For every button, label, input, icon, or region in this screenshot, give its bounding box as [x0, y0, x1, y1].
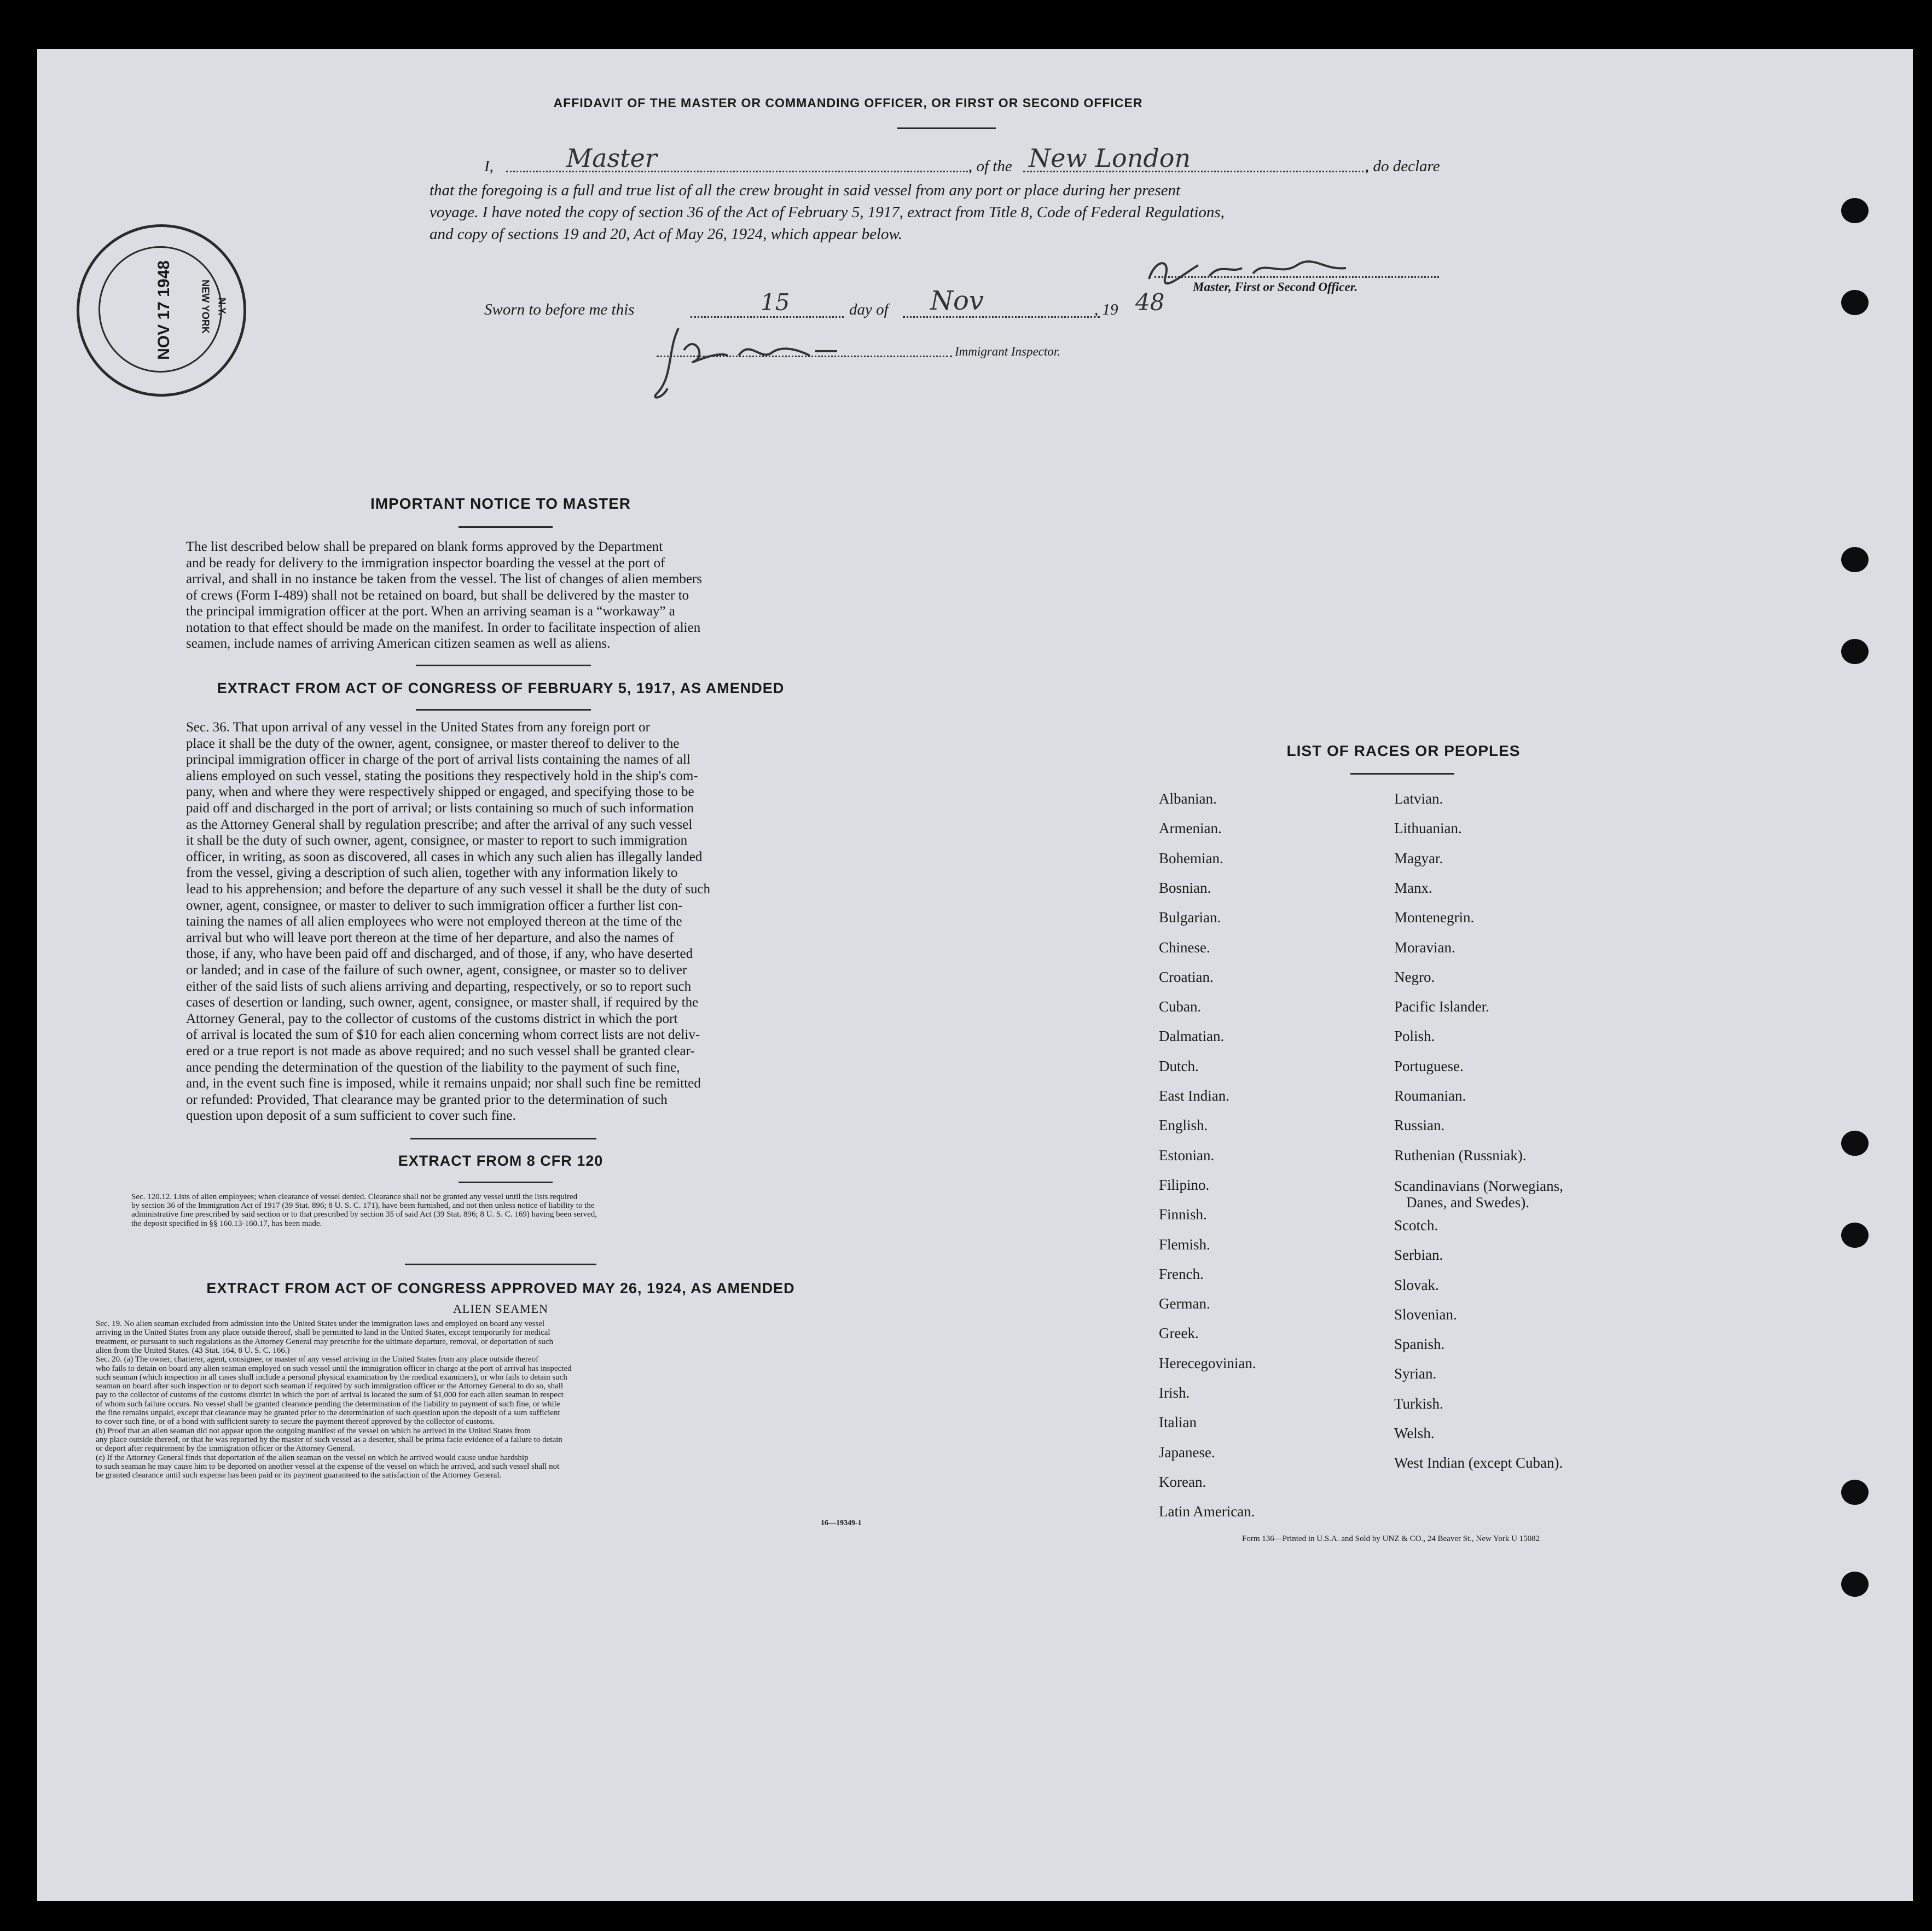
- notice-line: notation to that effect should be made on the manifest. In order to facilitate inspection of alien: [186, 620, 701, 635]
- race-item: Syrian.: [1394, 1365, 1437, 1382]
- extract-1924-line: or deport after requirement by the immigration officer or the Attorney General.: [96, 1444, 355, 1453]
- race-item: East Indian.: [1159, 1087, 1229, 1104]
- extract-1917-line: those, if any, who have been paid off and discharged, and of those, if any, who have deserted: [186, 946, 693, 962]
- race-item: Latvian.: [1394, 790, 1443, 807]
- day-of-label: day of: [849, 301, 889, 318]
- extract-1917-line: Attorney General, pay to the collector of customs of the customs district in which the port: [186, 1011, 678, 1026]
- form-footer: Form 136—Printed in U.S.A. and Sold by UNZ & CO., 24 Beaver St., New York U 15082: [1242, 1534, 1540, 1543]
- race-item: Herecegovinian.: [1159, 1354, 1256, 1371]
- race-item: Welsh.: [1394, 1425, 1435, 1441]
- notice-line: The list described below shall be prepared on blank forms approved by the Department: [186, 539, 663, 554]
- race-item: Dutch.: [1159, 1057, 1199, 1074]
- cfr-rule: [459, 1182, 553, 1183]
- extract-1917-line: or landed; and in case of the failure of such owner, agent, consignee, or master so to deliver: [186, 963, 687, 978]
- extract-1924-line: treatment, or pursuant to such regulations as the Attorney General may prescribe for the ultimate departure, removal, or deportation of such: [96, 1337, 553, 1346]
- affidavit-line-3: voyage. I have noted the copy of section 36 of the Act of February 5, 1917, extract from Title 8, Code of Federal Regulations,: [430, 203, 1225, 221]
- punch-hole: [1841, 1223, 1869, 1248]
- affidavit-title: AFFIDAVIT OF THE MASTER OR COMMANDING OFFICER, OR FIRST OR SECOND OFFICER: [553, 96, 1143, 110]
- cfr-rule-top: [410, 1138, 596, 1139]
- race-item: Ruthenian (Russniak).: [1394, 1147, 1527, 1164]
- race-item: Bohemian.: [1159, 850, 1223, 866]
- extract-1917-line: cases of desertion or landing, such owner, agent, consignee, or master shall, if required by the: [186, 995, 699, 1010]
- extract-1924-title: EXTRACT FROM ACT OF CONGRESS APPROVED MAY 26, 1924, AS AMENDED: [206, 1280, 795, 1296]
- extract-cfr-line: administrative fine prescribed by said section or to that prescribed by section 35 of said Act (39 Stat. 896; 8 U. S. C. 169) having been served,: [131, 1210, 597, 1219]
- race-item: Scotch.: [1394, 1217, 1438, 1234]
- race-item: Armenian.: [1159, 820, 1222, 837]
- extract-1917-line: aliens employed on such vessel, stating the positions they respectively hold in the ship's com-: [186, 768, 698, 783]
- extract-1917-line: taining the names of all alien employees who were not employed thereon at the time of the: [186, 914, 682, 929]
- extract-1917-line: arrival but who will leave port thereon at the time of her departure, and also the names of: [186, 930, 674, 945]
- day-handwriting: 15: [761, 289, 790, 316]
- officer-label: Master, First or Second Officer.: [1193, 280, 1358, 294]
- race-item: Greek.: [1159, 1325, 1199, 1342]
- extract-1917-line: of arrival is located the sum of $10 for each alien concerning whom correct lists are not deliv-: [186, 1027, 700, 1043]
- vessel-handwriting: New London: [1029, 143, 1191, 173]
- punch-hole: [1841, 1572, 1869, 1597]
- race-item: Portuguese.: [1394, 1057, 1464, 1074]
- date-stamp: [77, 224, 246, 397]
- inspector-signature: [646, 317, 854, 405]
- extract-1917-line: officer, in writing, as soon as discovered, all cases in which any such alien has illegally landed: [186, 849, 703, 864]
- race-item: Negro.: [1394, 968, 1435, 985]
- extract-1924-line: arriving in the United States from any place outside thereof, shall be permitted to land in the United States, except temporarily for medical: [96, 1328, 550, 1337]
- inspector-label: Immigrant Inspector.: [955, 345, 1060, 358]
- race-item: Turkish.: [1394, 1395, 1443, 1412]
- extract-cfr-line: by section 36 of the Immigration Act of 1917 (39 Stat. 896; 8 U. S. C. 171), have been furnished, and not then unless notice of liability to the: [131, 1201, 595, 1211]
- stamp-state: N.Y.: [216, 297, 228, 316]
- do-declare-label: , do declare: [1365, 158, 1440, 175]
- year-prefix: , 19: [1094, 301, 1118, 318]
- race-item: Cuban.: [1159, 998, 1202, 1015]
- race-item: Slovak.: [1394, 1276, 1439, 1293]
- notice-rule: [459, 526, 553, 528]
- race-item: Japanese.: [1159, 1444, 1215, 1461]
- affidavit-line-2: that the foregoing is a full and true list of all the crew brought in said vessel from any port or place during her present: [430, 182, 1181, 199]
- affidavit-line-4: and copy of sections 19 and 20, Act of May 26, 1924, which appear below.: [430, 225, 902, 243]
- extract-1924-line: any place outside thereof, or that he was reported by the master of such vessel as a deserter, shall be prima facie evidence of a failure to detain: [96, 1435, 562, 1444]
- race-item: Chinese.: [1159, 939, 1210, 956]
- extract-1924-line: who fails to detain on board any alien seaman employed on such vessel until the immigration officer in charge at the port of arrival has inspected: [96, 1364, 572, 1373]
- race-item: Albanian.: [1159, 790, 1217, 807]
- punch-hole: [1841, 1480, 1869, 1505]
- extract-1917-line: and, in the event such fine is imposed, while it remains unpaid; nor shall such fine be remitted: [186, 1076, 701, 1091]
- race-item: Estonian.: [1159, 1147, 1215, 1164]
- races-rule: [1350, 773, 1454, 775]
- punch-hole: [1841, 639, 1869, 664]
- race-item: Croatian.: [1159, 968, 1214, 985]
- punch-hole: [1841, 198, 1869, 223]
- notice-line: seamen, include names of arriving American citizen seamen as well as aliens.: [186, 636, 611, 651]
- race-item: Korean.: [1159, 1473, 1206, 1490]
- extract-1917-line: lead to his apprehension; and before the departure of any such vessel it shall be the duty of such: [186, 882, 711, 897]
- race-item: Flemish.: [1159, 1236, 1210, 1253]
- stamp-date: NOV 17 1948: [155, 260, 173, 360]
- title-rule: [897, 127, 996, 129]
- notice-line: of crews (Form I-489) shall not be retained on board, but shall be delivered by the master to: [186, 588, 689, 603]
- race-item: Danes, and Swedes).: [1406, 1194, 1529, 1211]
- extract-1924-rule-top: [405, 1264, 596, 1265]
- extract-1924-line: (b) Proof that an alien seaman did not appear upon the outgoing manifest of the vessel on which he arrived in the United States from: [96, 1426, 531, 1435]
- extract-1924-line: to such seaman he may cause him to be deported on another vessel at the expense of the vessel on which he arrived, and such vessel shall not: [96, 1462, 560, 1471]
- extract-1917-line: place it shall be the duty of the owner, agent, consignee, or master thereof to deliver to the: [186, 736, 680, 751]
- extract-1917-line: it shall be the duty of such owner, agent, consignee, or master to report to such immigration: [186, 833, 688, 848]
- extract-1924-line: (c) If the Attorney General finds that deportation of the alien seaman on the vessel on which he arrived would cause undue hardship: [96, 1453, 529, 1462]
- race-item: Polish.: [1394, 1028, 1435, 1045]
- race-item: Latin American.: [1159, 1503, 1255, 1520]
- race-item: Russian.: [1394, 1117, 1445, 1134]
- race-item: Finnish.: [1159, 1206, 1207, 1223]
- race-item: Montenegrin.: [1394, 909, 1475, 926]
- extract-1924-line: of whom such failure occurs. No vessel shall be granted clearance pending the determination of the liability to payment of such fine, or while: [96, 1399, 560, 1409]
- race-item: Slovenian.: [1394, 1306, 1457, 1323]
- sworn-label: Sworn to before me this: [484, 301, 635, 318]
- extract-1917-line: ance pending the determination of the question of the liability to the payment of such fine,: [186, 1060, 680, 1075]
- punch-hole: [1841, 1131, 1869, 1156]
- race-item: Bulgarian.: [1159, 909, 1221, 926]
- of-the-label: , of the: [968, 158, 1012, 175]
- extract-1924-line: pay to the collector of customs of the customs district in which the port of arrival is located the sum of $1,000 for each alien seaman in respect: [96, 1391, 564, 1400]
- extract-cfr-line: the deposit specified in §§ 160.13-160.17, has been made.: [131, 1219, 322, 1228]
- extract-1917-line: pany, when and where they were respectively shipped or engaged, and specifying those to be: [186, 784, 694, 800]
- extract-1917-title: EXTRACT FROM ACT OF CONGRESS OF FEBRUARY 5, 1917, AS AMENDED: [217, 680, 785, 696]
- race-item: English.: [1159, 1117, 1208, 1134]
- extract-1917-line: ered or a true report is not made as above required; and no such vessel shall be granted clear-: [186, 1044, 695, 1058]
- extract-1924-line: alien from the United States. (43 Stat. 164, 8 U. S. C. 166.): [96, 1346, 290, 1355]
- notice-line: the principal immigration officer at the port. When an arriving seaman is a “workaway” a: [186, 604, 675, 619]
- race-item: Pacific Islander.: [1394, 998, 1489, 1015]
- extract-1917-line: as the Attorney General shall by regulation prescribe; and after the arrival of any such vessel: [186, 817, 693, 832]
- extract-1917-line: from the vessel, giving a description of such alien, together with any information likely to: [186, 865, 678, 881]
- punch-hole: [1841, 290, 1869, 315]
- extract-1924-code: 16—19349-1: [821, 1519, 862, 1527]
- extract-1917-rule: [416, 709, 591, 711]
- extract-1917-line: either of the said lists of such aliens arriving and departing, respectively, or so to report such: [186, 979, 692, 994]
- race-item: Moravian.: [1394, 939, 1455, 956]
- race-item: Magyar.: [1394, 850, 1443, 866]
- race-item: Roumanian.: [1394, 1087, 1466, 1104]
- extract-1917-line: owner, agent, consignee, or master to deliver to such immigration officer a further list con-: [186, 898, 683, 913]
- race-item: Bosnian.: [1159, 879, 1211, 896]
- race-item: Scandinavians (Norwegians,: [1394, 1177, 1563, 1194]
- races-title: LIST OF RACES OR PEOPLES: [1286, 742, 1521, 759]
- extract-1924-line: seaman on board after such inspection or to deport such seaman if required by such immigration officer or the Attorney General to do so, shall: [96, 1382, 564, 1391]
- race-item: Manx.: [1394, 879, 1432, 896]
- stamp-city: NEW YORK: [200, 280, 211, 334]
- extract-cfr-title: EXTRACT FROM 8 CFR 120: [398, 1153, 604, 1169]
- race-item: Spanish.: [1394, 1336, 1445, 1353]
- notice-title: IMPORTANT NOTICE TO MASTER: [370, 495, 631, 512]
- extract-1924-line: Sec. 19. No alien seaman excluded from admission into the United States under the immigration laws and employed on board any vessel: [96, 1319, 545, 1328]
- race-item: Serbian.: [1394, 1247, 1443, 1264]
- extract-1917-line: Sec. 36. That upon arrival of any vessel in the United States from any foreign port or: [186, 720, 650, 735]
- name-handwriting: Master: [566, 143, 657, 173]
- extract-cfr-line: Sec. 120.12. Lists of alien employees; when clearance of vessel denied. Clearance shall not be granted any vessel until the lists required: [131, 1193, 578, 1201]
- extract-1917-line: principal immigration officer in charge of the port of arrival lists containing the names of all: [186, 752, 691, 767]
- year-handwriting: 48: [1135, 289, 1165, 316]
- i-label: I,: [484, 158, 494, 175]
- notice-line: and be ready for delivery to the immigration inspector boarding the vessel at the port of: [186, 555, 665, 571]
- notice-line: arrival, and shall in no instance be taken from the vessel. The list of changes of alien members: [186, 572, 702, 586]
- race-item: West Indian (except Cuban).: [1394, 1455, 1563, 1471]
- race-item: Irish.: [1159, 1385, 1190, 1401]
- month-handwriting: Nov: [930, 286, 984, 316]
- extract-1917-line: question upon deposit of a sum sufficient to cover such fine.: [186, 1108, 516, 1124]
- race-item: German.: [1159, 1295, 1210, 1312]
- extract-1924-line: the fine remains unpaid, except that clearance may be granted prior to the determination of such question upon the deposit of a sum sufficient: [96, 1409, 560, 1417]
- month-line: [903, 316, 1100, 318]
- race-item: Italian: [1159, 1414, 1197, 1431]
- race-item: Dalmatian.: [1159, 1028, 1225, 1045]
- race-item: Lithuanian.: [1394, 820, 1462, 837]
- race-item: French.: [1159, 1265, 1204, 1282]
- race-item: Filipino.: [1159, 1176, 1210, 1193]
- extract-1924-line: such seaman (which inspection in all cases shall include a personal physical examination by the medical examiners), or who fails to detain such: [96, 1372, 567, 1382]
- extract-1924-line: Sec. 20. (a) The owner, charterer, agent, consignee, or master of any vessel arriving in the United States from any place outside thereof: [96, 1355, 539, 1364]
- extract-1924-line: be granted clearance until such expense has been paid or its payment guaranteed to the satisfaction of the Attorney General.: [96, 1471, 502, 1480]
- extract-1924-subtitle: ALIEN SEAMEN: [453, 1302, 548, 1316]
- punch-hole: [1841, 547, 1869, 572]
- extract-1917-line: or refunded: Provided, That clearance may be granted prior to the determination of such: [186, 1092, 668, 1107]
- extract-1924-line: to cover such fine, or of a bond with sufficient surety to secure the payment thereof approved by the collector of customs.: [96, 1417, 495, 1427]
- extract-1917-rule-top: [416, 665, 591, 666]
- extract-1917-line: paid off and discharged in the port of arrival; or lists containing so much of such information: [186, 801, 694, 816]
